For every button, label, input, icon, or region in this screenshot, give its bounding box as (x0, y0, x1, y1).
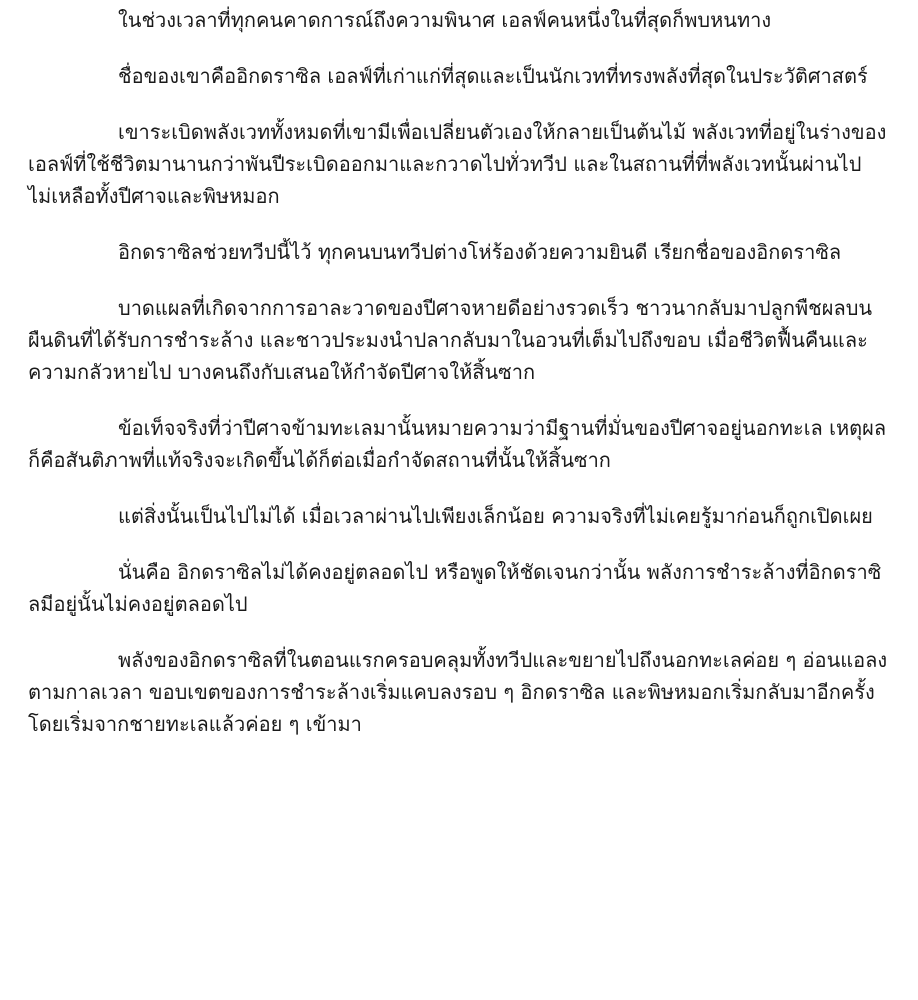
paragraph-9: พลังของอิกดราซิลที่ในตอนแรกครอบคลุมทั้งทวีปและขยายไปถึงนอกทะเลค่อย ๆ อ่อนแอลงตามกาลเวลา ขอบเขตของการชำระล้างเริ่มแคบลงรอบ ๆ อิกดราซิล และพิษหมอกเริ่มกลับมาอีกครั้ง โดยเริ่มจากชายทะเลแล้วค่อย ๆ เข้ามา (28, 648, 888, 736)
paragraph-8: นั่นคือ อิกดราซิลไม่ได้คงอยู่ตลอดไป หรือพูดให้ชัดเจนกว่านั้น พลังการชำระล้างที่อิกดราซิลมีอยู่นั้นไม่คงอยู่ตลอดไป (28, 560, 882, 616)
paragraph-2: ชื่อของเขาคืออิกดราซิล เอลฟ์ที่เก่าแก่ที่สุดและเป็นนักเวทที่ทรงพลังที่สุดในประวัติศาสตร์ (118, 64, 868, 88)
paragraph-1: ในช่วงเวลาที่ทุกคนคาดการณ์ถึงความพินาศ เอลฟ์คนหนึ่งในที่สุดก็พบหนทาง (118, 8, 772, 32)
paragraph-7: แต่สิ่งนั้นเป็นไปไม่ได้ เมื่อเวลาผ่านไปเพียงเล็กน้อย ความจริงที่ไม่เคยรู้มาก่อนก็ถูกเปิดเผย (118, 504, 873, 528)
paragraph-4: อิกดราซิลช่วยทวีปนี้ไว้ ทุกคนบนทวีปต่างโห่ร้องด้วยความยินดี เรียกชื่อของอิกดราซิล (118, 240, 842, 264)
paragraph-6: ข้อเท็จจริงที่ว่าปีศาจข้ามทะเลมานั้นหมายความว่ามีฐานที่มั่นของปีศาจอยู่นอกทะเล เหตุผลก็คือสันติภาพที่แท้จริงจะเกิดขึ้นได้ก็ต่อเมื่อกำจัดสถานที่นั้นให้สิ้นซาก (28, 416, 887, 472)
paragraph-5: บาดแผลที่เกิดจากการอาละวาดของปีศาจหายดีอย่างรวดเร็ว ชาวนากลับมาปลูกพืชผลบนผืนดินที่ได้รับการชำระล้าง และชาวประมงนำปลากลับมาในอวนที่เต็มไปถึงขอบ เมื่อชีวิตฟื้นคืนและความกลัวหายไป บางคนถึงกับเสนอให้กำจัดปีศาจให้สิ้นซาก (28, 296, 873, 384)
paragraph-3: เขาระเบิดพลังเวททั้งหมดที่เขามีเพื่อเปลี่ยนตัวเองให้กลายเป็นต้นไม้ พลังเวทที่อยู่ในร่างของเอลฟ์ที่ใช้ชีวิตมานานกว่าพันปีระเบิดออกมาและกวาดไปทั่วทวีป และในสถานที่ที่พลังเวทนั้นผ่านไป ไม่เหลือทั้งปีศาจและพิษหมอก (28, 120, 887, 208)
